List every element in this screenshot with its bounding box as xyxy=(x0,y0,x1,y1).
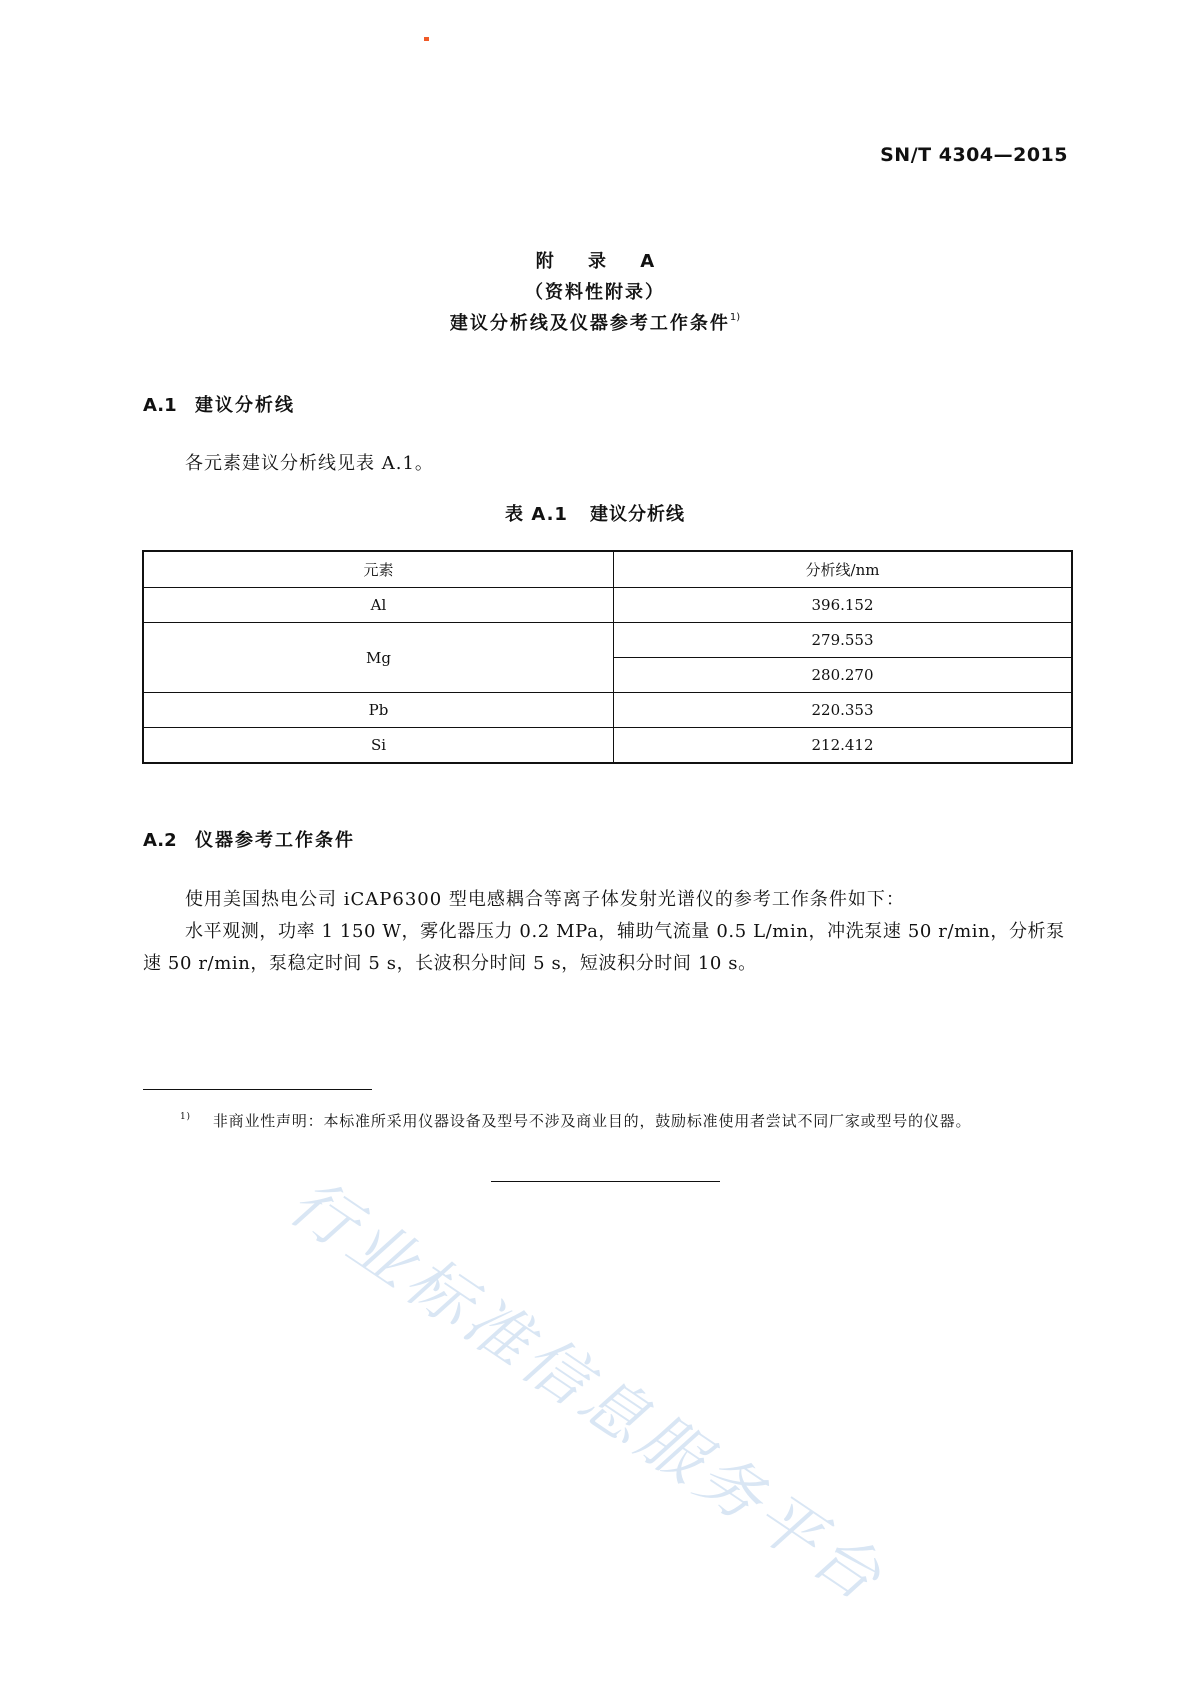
footnote-marker: 1) xyxy=(180,1112,191,1122)
table-cell-element: Al xyxy=(143,588,614,623)
table-header-row xyxy=(143,551,1072,588)
table-cell-line: 212.412 xyxy=(614,728,1073,764)
appendix-title: 附 录 A xyxy=(535,251,669,272)
document-code: SN/T 4304—2015 xyxy=(880,144,1068,166)
appendix-footnote-ref: 1) xyxy=(729,312,741,323)
table-row xyxy=(143,588,1072,623)
end-of-document-rule xyxy=(491,1181,720,1182)
table-cell-element: Mg xyxy=(143,623,614,693)
section-a2-heading xyxy=(143,826,355,852)
table-caption xyxy=(0,500,1190,526)
section-a2-number: A.2 xyxy=(143,830,177,851)
table-cell-element: Si xyxy=(143,728,614,764)
section-a2-paragraph-2: 水平观测，功率 1 150 W，雾化器压力 0.2 MPa，辅助气流量 0.5 L/min，冲洗泵速 50 r/min，分析泵速 50 r/min，泵稳定时间 5 s，长波积分时间 5 s，短波积分时间 10 s。 xyxy=(143,921,1065,974)
table-cell-line: 279.553 xyxy=(614,623,1073,658)
appendix-name-text: 建议分析线及仪器参考工作条件 xyxy=(449,313,730,334)
footnote-divider xyxy=(143,1089,372,1090)
table-caption-number: 表 A.1 xyxy=(505,504,568,525)
section-a2-title: 仪器参考工作条件 xyxy=(195,830,355,851)
table-cell-line: 280.270 xyxy=(614,658,1073,693)
section-a1-number: A.1 xyxy=(143,395,177,416)
table-row xyxy=(143,693,1072,728)
footnote-text: 非商业性声明：本标准所采用仪器设备及型号不涉及商业目的，鼓励标准使用者尝试不同厂家或型号的仪器。 xyxy=(212,1112,972,1130)
table-header-element: 元素 xyxy=(143,551,614,588)
section-a2-paragraph-1: 使用美国热电公司 iCAP6300 型电感耦合等离子体发射光谱仪的参考工作条件如下： xyxy=(185,889,905,910)
table-row xyxy=(143,728,1072,764)
table-cell-line: 396.152 xyxy=(614,588,1073,623)
corner-mark xyxy=(424,37,429,41)
table-cell-element: Pb xyxy=(143,693,614,728)
footnote xyxy=(180,1110,971,1131)
table-caption-title: 建议分析线 xyxy=(589,504,685,525)
table-row xyxy=(143,623,1072,658)
watermark: 行业标准信息服务平台 xyxy=(275,1165,898,1619)
appendix-subtitle: （资料性附录） xyxy=(525,282,665,303)
section-a1-paragraph: 各元素建议分析线见表 A.1。 xyxy=(185,453,434,474)
table-header-line: 分析线/nm xyxy=(614,551,1073,588)
section-a1-heading xyxy=(143,391,295,417)
table-cell-line: 220.353 xyxy=(614,693,1073,728)
section-a1-title: 建议分析线 xyxy=(195,395,295,416)
appendix-name xyxy=(0,309,1190,335)
analysis-lines-table xyxy=(142,550,1073,764)
